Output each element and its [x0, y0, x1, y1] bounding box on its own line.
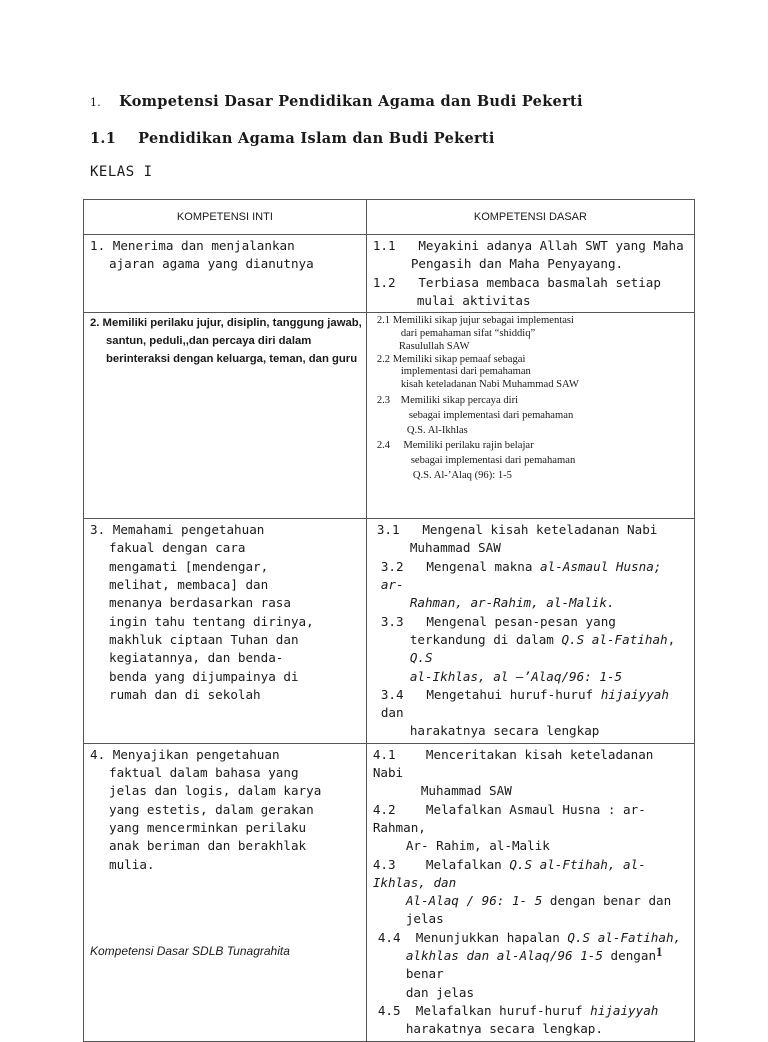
- kd-cell: 3.1 Mengenal kisah keteladanan Nabi Muhammad SAW 3.2 Mengenal makna al-Asmaul Husna; ar- Rahman, ar-Rahim, al-Malik. 3.3 Mengenal pesan-pesan yang terkandung di dalam Q.S al-Fatihah, Q.S al-Ikhlas, al –’Alaq/96: 1-5 3.4 Mengetahui huruf-huruf hijaiyyah dan harakatnya secara lengkap: [366, 519, 694, 744]
- competency-table: [83, 199, 695, 1042]
- ki-text: 2. Memiliki perilaku jujur, disiplin, tanggung jawab,: [90, 317, 362, 330]
- table-row: [84, 519, 695, 744]
- ki-cell: 3. Memahami pengetahuan fakual dengan cara mengamati [mendengar, melihat, membaca] dan menanya berdasarkan rasa ingin tahu tentang dirinya, makhluk ciptaan Tuhan dan kegiatannya, dan benda- benda yang dijumpainya di rumah dan di sekolah: [84, 519, 367, 744]
- section-number: 1.: [90, 96, 102, 109]
- kd-text: mulai aktivitas: [416, 292, 531, 308]
- kd-item: 3.2 Mengenal makna al-Asmaul Husna; ar-: [380, 558, 662, 593]
- kd-item: 3.3 Mengenal pesan-pesan yang: [380, 613, 616, 629]
- kd-item: 2.4 Memiliki perilaku rajin belajar: [376, 440, 534, 452]
- kd-item: 4.2 Melafalkan Asmaul Husna : ar-Rahman,: [372, 801, 646, 835]
- kd-item: 4.1 Menceritakan kisah keteladanan Nabi: [372, 746, 654, 781]
- kd-item: 4.4 Menunjukkan hapalan Q.S al-Fatihah,: [377, 929, 682, 945]
- table-header-row: [84, 200, 695, 235]
- ki-cell: [84, 313, 367, 519]
- ki-cell: [84, 235, 367, 313]
- ki-text: berinteraksi dengan keluarga, teman, dan guru: [106, 353, 358, 366]
- header-kompetensi-inti: KOMPETENSI INTI: [84, 200, 367, 235]
- kd-item: 2.3 Memiliki sikap percaya diri: [376, 394, 519, 406]
- kd-text: Pengasih dan Maha Penyayang.: [410, 256, 624, 272]
- kd-item: 3.1 Mengenal kisah keteladanan Nabi: [376, 522, 658, 538]
- footer-title: Kompetensi Dasar SDLB Tunagrahita: [90, 944, 290, 958]
- section-title: Kompetensi Dasar Pendidikan Agama dan Budi Pekerti: [119, 93, 583, 110]
- kd-item: 2.1 Memiliki sikap jujur sebagai implementasi: [376, 315, 574, 327]
- kd-cell: 2.1 Memiliki sikap jujur sebagai implementasi dari pemahaman sifat “shiddiq” Rasulullah SAW 2.2 Memiliki sikap pemaaf sebagai implementasi dari pemahaman kisah keteladanan Nabi Muhammad SAW 2.3 Memiliki sikap percaya diri sebagai implementasi dari pemahaman Q.S. Al-Ikhlas 2.4 Memiliki perilaku rajin belajar sebagai implementasi dari pemahaman Q.S. Al-’Alaq (96): 1-5: [366, 313, 694, 519]
- ki-text: santun, peduli,,dan percaya diri dalam: [106, 335, 312, 348]
- kd-cell: 4.1 Menceritakan kisah keteladanan Nabi Muhammad SAW 4.2 Melafalkan Asmaul Husna : ar-Rahman, Ar- Rahim, al-Malik 4.3 Melafalkan Q.S al-Ftihah, al-Ikhlas, dan Al-Alaq / 96: 1- 5 dengan benar dan jelas 4.4 Menunjukkan hapalan Q.S al-Fatihah, alkhlas dan al-Alaq/96 1-5 dengan benar dan jelas 4.5 Melafalkan huruf-huruf hijaiyyah harakatnya secara lengkap.: [366, 743, 694, 1041]
- kd-item: 2.2 Memiliki sikap pemaaf sebagai: [376, 353, 526, 365]
- ki-text: ajaran agama yang dianutnya: [109, 256, 314, 272]
- section-heading: [90, 93, 583, 110]
- subsection-number: 1.1: [90, 130, 117, 147]
- kd-item: 3.4 Mengetahui huruf-huruf hijaiyyah dan: [380, 686, 669, 721]
- class-label: KELAS I: [90, 164, 153, 180]
- kd-item: 4.3 Melafalkan Q.S al-Ftihah, al-Ikhlas, dan: [372, 856, 646, 890]
- ki-text: 1. Menerima dan menjalankan: [90, 238, 295, 253]
- header-kompetensi-dasar: KOMPETENSI DASAR: [366, 200, 694, 235]
- kd-cell: [366, 235, 694, 313]
- table-row: [84, 743, 695, 1041]
- kd-item: 1.2 Terbiasa membaca basmalah setiap: [372, 274, 661, 290]
- ki-cell: 4. Menyajikan pengetahuan faktual dalam bahasa yang jelas dan logis, dalam karya yang estetis, dalam gerakan yang mencerminkan perilaku anak beriman dan berakhlak mulia.: [84, 743, 367, 1041]
- page-number: 1: [656, 944, 663, 959]
- subsection-heading: [90, 130, 495, 147]
- kd-item: 4.5 Melafalkan huruf-huruf hijaiyyah: [377, 1002, 659, 1018]
- kd-item: 1.1 Meyakini adanya Allah SWT yang Maha: [372, 238, 684, 253]
- subsection-title: Pendidikan Agama Islam dan Budi Pekerti: [138, 130, 495, 147]
- table-row: [84, 313, 695, 519]
- table-row: [84, 235, 695, 313]
